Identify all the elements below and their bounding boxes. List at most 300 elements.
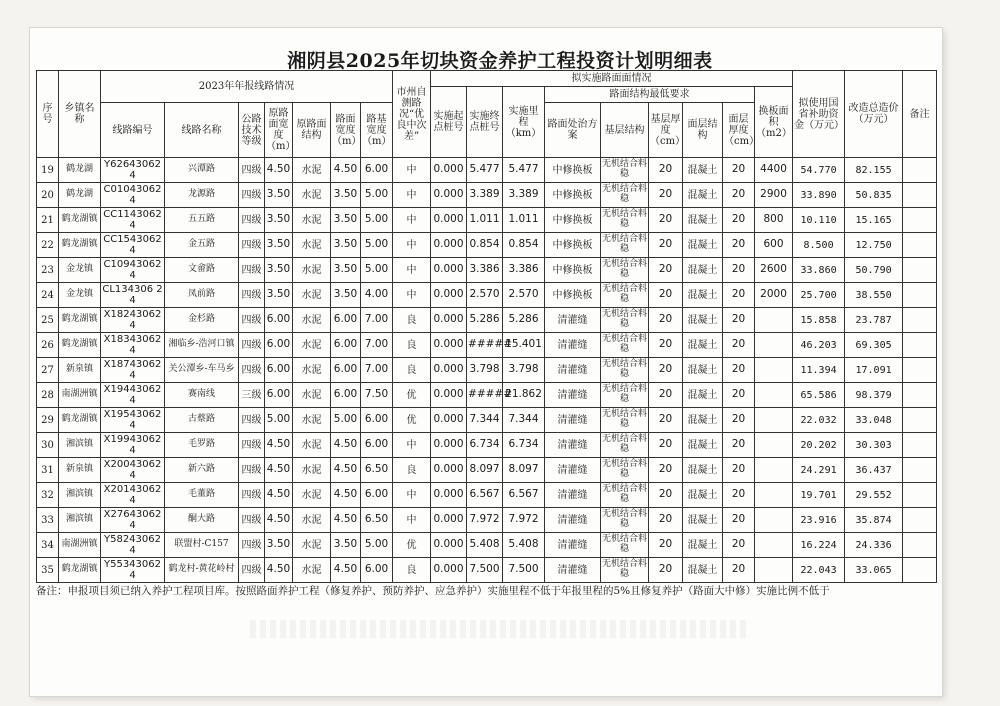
cell-end: ##### — [467, 383, 503, 408]
cell-base: 无机结合料稳 — [601, 508, 649, 533]
cell-eval: 优 — [393, 383, 431, 408]
cell-base: 无机结合料稳 — [601, 308, 649, 333]
cell-bw: 7.50 — [361, 383, 393, 408]
cell-remark — [903, 258, 937, 283]
cell-code: X194430624 — [101, 383, 165, 408]
cell-len: 5.477 — [503, 158, 545, 183]
cell-st: 20 — [723, 533, 755, 558]
cell-town: 金龙镇 — [59, 258, 101, 283]
cell-eval: 良 — [393, 308, 431, 333]
cell-pw: 4.50 — [331, 458, 361, 483]
cell-cost: 38.550 — [845, 283, 903, 308]
cell-surf: 混凝土 — [683, 233, 723, 258]
cell-start: 0.000 — [431, 508, 467, 533]
cell-ow: 6.00 — [265, 383, 293, 408]
cell-cost: 69.305 — [845, 333, 903, 358]
cell-plan: 中修换板 — [545, 208, 601, 233]
cell-bt: 20 — [649, 558, 683, 583]
cell-seq: 21 — [37, 208, 59, 233]
cell-bw: 6.50 — [361, 508, 393, 533]
cell-town: 新泉镇 — [59, 358, 101, 383]
cell-st: 20 — [723, 458, 755, 483]
cell-st: 20 — [723, 383, 755, 408]
cell-seq: 25 — [37, 308, 59, 333]
cell-grade: 四级 — [239, 533, 265, 558]
cell-st: 20 — [723, 483, 755, 508]
cell-fund: 25.700 — [793, 283, 845, 308]
cell-os: 水泥 — [293, 358, 331, 383]
cell-ow: 3.50 — [265, 283, 293, 308]
cell-start: 0.000 — [431, 308, 467, 333]
cell-pw: 4.50 — [331, 158, 361, 183]
cell-remark — [903, 483, 937, 508]
cell-town: 鹤龙湖镇 — [59, 233, 101, 258]
cell-start: 0.000 — [431, 433, 467, 458]
col-road-eval: 市州自测路况“优良中次差” — [393, 71, 431, 158]
cell-eval: 良 — [393, 333, 431, 358]
cell-bw: 4.00 — [361, 283, 393, 308]
cell-area — [755, 358, 793, 383]
cell-pw: 5.00 — [331, 408, 361, 433]
cell-cost: 50.835 — [845, 183, 903, 208]
cell-eval: 中 — [393, 258, 431, 283]
cell-ow: 3.50 — [265, 533, 293, 558]
cell-surf: 混凝土 — [683, 183, 723, 208]
cell-name: 赛南线 — [165, 383, 239, 408]
col-surf-thick: 面层厚度（cm） — [723, 103, 755, 158]
cell-end: 8.097 — [467, 458, 503, 483]
cell-len: 3.389 — [503, 183, 545, 208]
cell-eval: 优 — [393, 408, 431, 433]
cell-area — [755, 333, 793, 358]
col-pave-width: 路面宽度（m） — [331, 103, 361, 158]
cell-eval: 中 — [393, 233, 431, 258]
cell-end: 5.286 — [467, 308, 503, 333]
cell-surf: 混凝土 — [683, 158, 723, 183]
cell-area: 4400 — [755, 158, 793, 183]
cell-seq: 27 — [37, 358, 59, 383]
cell-code: X183430624 — [101, 333, 165, 358]
col-base-thick: 基层厚度（cm） — [649, 103, 683, 158]
cell-seq: 34 — [37, 533, 59, 558]
cell-area — [755, 508, 793, 533]
col-orig-width: 原路面宽度（m） — [265, 103, 293, 158]
cell-plan: 清灌缝 — [545, 408, 601, 433]
table-row — [37, 558, 937, 583]
cell-area — [755, 458, 793, 483]
cell-plan: 清灌缝 — [545, 333, 601, 358]
cell-code: Y626430624 — [101, 158, 165, 183]
cell-base: 无机结合料稳 — [601, 358, 649, 383]
table-row — [37, 308, 937, 333]
cell-town: 湘滨镇 — [59, 483, 101, 508]
cell-st: 20 — [723, 508, 755, 533]
cell-cost: 82.155 — [845, 158, 903, 183]
cell-os: 水泥 — [293, 458, 331, 483]
cell-eval: 中 — [393, 433, 431, 458]
cell-end: 7.500 — [467, 558, 503, 583]
cell-name: 凤前路 — [165, 283, 239, 308]
cell-remark — [903, 408, 937, 433]
cell-grade: 四级 — [239, 558, 265, 583]
cell-area — [755, 383, 793, 408]
cell-town: 金龙镇 — [59, 283, 101, 308]
cell-seq: 28 — [37, 383, 59, 408]
col-subsidy: 拟使用国省补助资金（万元） — [793, 71, 845, 158]
cell-grade: 四级 — [239, 433, 265, 458]
cell-end: 3.386 — [467, 258, 503, 283]
cell-bt: 20 — [649, 233, 683, 258]
cell-start: 0.000 — [431, 558, 467, 583]
cell-town: 南湖洲镇 — [59, 383, 101, 408]
cell-ow: 4.50 — [265, 158, 293, 183]
cell-plan: 中修换板 — [545, 258, 601, 283]
cell-name: 酮大路 — [165, 508, 239, 533]
cell-name: 联盟村-C157 — [165, 533, 239, 558]
cell-eval: 良 — [393, 558, 431, 583]
cell-st: 20 — [723, 358, 755, 383]
cell-name: 新六路 — [165, 458, 239, 483]
cell-os: 水泥 — [293, 308, 331, 333]
col-cost: 改造总造价（万元） — [845, 71, 903, 158]
cell-bt: 20 — [649, 333, 683, 358]
cell-eval: 中 — [393, 483, 431, 508]
cell-plan: 中修换板 — [545, 283, 601, 308]
cell-start: 0.000 — [431, 333, 467, 358]
cell-end: 5.477 — [467, 158, 503, 183]
cell-len: 2.570 — [503, 283, 545, 308]
col-tech-grade: 公路技术等级 — [239, 103, 265, 158]
cell-ow: 3.50 — [265, 233, 293, 258]
cell-bw: 5.00 — [361, 258, 393, 283]
cell-ow: 4.50 — [265, 483, 293, 508]
cell-area — [755, 408, 793, 433]
cell-len: 6.734 — [503, 433, 545, 458]
cell-len: 1.011 — [503, 208, 545, 233]
cell-os: 水泥 — [293, 183, 331, 208]
cell-remark — [903, 158, 937, 183]
cell-start: 0.000 — [431, 283, 467, 308]
cell-bw: 5.00 — [361, 183, 393, 208]
cell-name: 毛罗路 — [165, 433, 239, 458]
cell-base: 无机结合料稳 — [601, 458, 649, 483]
cell-area: 800 — [755, 208, 793, 233]
cell-base: 无机结合料稳 — [601, 483, 649, 508]
cell-remark — [903, 208, 937, 233]
cell-town: 鹤龙湖镇 — [59, 558, 101, 583]
cell-code: X195430624 — [101, 408, 165, 433]
cell-seq: 32 — [37, 483, 59, 508]
cell-pw: 4.50 — [331, 483, 361, 508]
cell-town: 南湖洲镇 — [59, 533, 101, 558]
cell-name: 湘临乡-浩河口镇 — [165, 333, 239, 358]
cell-cost: 33.048 — [845, 408, 903, 433]
cell-fund: 33.890 — [793, 183, 845, 208]
cell-fund: 23.916 — [793, 508, 845, 533]
cell-bt: 20 — [649, 258, 683, 283]
cell-name: 文畲路 — [165, 258, 239, 283]
cell-st: 20 — [723, 558, 755, 583]
col-treatment: 路面处治方案 — [545, 103, 601, 158]
cell-bw: 7.00 — [361, 308, 393, 333]
table-row — [37, 483, 937, 508]
cell-os: 水泥 — [293, 383, 331, 408]
cell-plan: 清灌缝 — [545, 433, 601, 458]
cell-surf: 混凝土 — [683, 408, 723, 433]
cell-len: 3.386 — [503, 258, 545, 283]
cell-bt: 20 — [649, 158, 683, 183]
cell-cost: 12.750 — [845, 233, 903, 258]
cell-bw: 7.00 — [361, 333, 393, 358]
cell-plan: 中修换板 — [545, 158, 601, 183]
cell-start: 0.000 — [431, 458, 467, 483]
cell-plan: 清灌缝 — [545, 358, 601, 383]
cell-area — [755, 483, 793, 508]
table-row — [37, 383, 937, 408]
cell-ow: 4.50 — [265, 458, 293, 483]
cell-grade: 四级 — [239, 258, 265, 283]
cell-len: 7.500 — [503, 558, 545, 583]
cell-bt: 20 — [649, 308, 683, 333]
cell-seq: 30 — [37, 433, 59, 458]
col-length-km: 实施里程（km） — [503, 87, 545, 158]
cell-remark — [903, 508, 937, 533]
col-base-width: 路基宽度（m） — [361, 103, 393, 158]
cell-code: X201430624 — [101, 483, 165, 508]
cell-cost: 15.165 — [845, 208, 903, 233]
cell-pw: 3.50 — [331, 258, 361, 283]
cell-code: X199430624 — [101, 433, 165, 458]
cell-st: 20 — [723, 333, 755, 358]
cell-start: 0.000 — [431, 358, 467, 383]
col-seq: 序号 — [37, 71, 59, 158]
cell-cost: 35.874 — [845, 508, 903, 533]
cell-bw: 5.00 — [361, 208, 393, 233]
cell-name: 金五路 — [165, 233, 239, 258]
cell-len: 0.854 — [503, 233, 545, 258]
cell-bw: 6.00 — [361, 483, 393, 508]
document-title: 湘阴县2025年切块资金养护工程投资计划明细表 — [287, 50, 713, 72]
cell-town: 新泉镇 — [59, 458, 101, 483]
cell-os: 水泥 — [293, 258, 331, 283]
cell-cost: 29.552 — [845, 483, 903, 508]
cell-grade: 四级 — [239, 333, 265, 358]
cell-surf: 混凝土 — [683, 358, 723, 383]
cell-start: 0.000 — [431, 208, 467, 233]
cell-seq: 31 — [37, 458, 59, 483]
cell-surf: 混凝土 — [683, 283, 723, 308]
cell-code: CC1143062 4 — [101, 208, 165, 233]
cell-plan: 清灌缝 — [545, 483, 601, 508]
cell-grade: 四级 — [239, 458, 265, 483]
cell-eval: 良 — [393, 358, 431, 383]
cell-end: 3.389 — [467, 183, 503, 208]
cell-fund: 22.032 — [793, 408, 845, 433]
cell-pw: 3.50 — [331, 208, 361, 233]
cell-pw: 6.00 — [331, 383, 361, 408]
table-row — [37, 183, 937, 208]
table-row — [37, 283, 937, 308]
cell-seq: 23 — [37, 258, 59, 283]
cell-surf: 混凝土 — [683, 208, 723, 233]
cell-base: 无机结合料稳 — [601, 383, 649, 408]
cell-remark — [903, 183, 937, 208]
cell-end: 7.972 — [467, 508, 503, 533]
cell-name: 五五路 — [165, 208, 239, 233]
cell-cost: 23.787 — [845, 308, 903, 333]
cell-pw: 4.50 — [331, 508, 361, 533]
group-2023-report: 2023年年报线路情况 — [101, 71, 393, 103]
cell-fund: 46.203 — [793, 333, 845, 358]
cell-ow: 5.00 — [265, 408, 293, 433]
cell-remark — [903, 433, 937, 458]
cell-surf: 混凝土 — [683, 458, 723, 483]
table-row — [37, 458, 937, 483]
footnote: 备注：申报项目须已纳入养护工程项目库。按照路面养护工程（修复养护、预防养护、应急养护）实施里程不低于年报里程的5%且修复养护（路面大中修）实施比例不低于 — [36, 585, 830, 597]
cell-fund: 54.770 — [793, 158, 845, 183]
cell-surf: 混凝土 — [683, 508, 723, 533]
table-row — [37, 333, 937, 358]
cell-base: 无机结合料稳 — [601, 283, 649, 308]
cell-area: 2900 — [755, 183, 793, 208]
cell-base: 无机结合料稳 — [601, 183, 649, 208]
cell-name: 金杉路 — [165, 308, 239, 333]
cell-st: 20 — [723, 408, 755, 433]
cell-os: 水泥 — [293, 508, 331, 533]
cell-os: 水泥 — [293, 558, 331, 583]
group-struct: 路面结构最低要求 — [545, 87, 755, 103]
cell-pw: 4.50 — [331, 558, 361, 583]
cell-cost: 30.303 — [845, 433, 903, 458]
table-header — [37, 71, 937, 158]
faint-scan-artifact — [250, 620, 750, 638]
cell-os: 水泥 — [293, 233, 331, 258]
cell-st: 20 — [723, 258, 755, 283]
table-row — [37, 208, 937, 233]
table-row — [37, 533, 937, 558]
cell-os: 水泥 — [293, 533, 331, 558]
cell-seq: 26 — [37, 333, 59, 358]
cell-end: 5.408 — [467, 533, 503, 558]
cell-code: X276430624 — [101, 508, 165, 533]
cell-end: 6.567 — [467, 483, 503, 508]
col-route-code: 线路编号 — [101, 103, 165, 158]
cell-end: 6.734 — [467, 433, 503, 458]
cell-base: 无机结合料稳 — [601, 233, 649, 258]
cell-eval: 中 — [393, 158, 431, 183]
cell-cost: 33.065 — [845, 558, 903, 583]
cell-bt: 20 — [649, 433, 683, 458]
col-orig-struct: 原路面结构 — [293, 103, 331, 158]
cell-grade: 三级 — [239, 383, 265, 408]
cell-name: 毛董路 — [165, 483, 239, 508]
cell-remark — [903, 533, 937, 558]
cell-remark — [903, 283, 937, 308]
table-row — [37, 258, 937, 283]
cell-area — [755, 308, 793, 333]
cell-bt: 20 — [649, 358, 683, 383]
col-base-struct: 基层结构 — [601, 103, 649, 158]
cell-plan: 清灌缝 — [545, 508, 601, 533]
cell-surf: 混凝土 — [683, 433, 723, 458]
cell-len: 7.972 — [503, 508, 545, 533]
cell-pw: 6.00 — [331, 308, 361, 333]
cell-base: 无机结合料稳 — [601, 433, 649, 458]
cell-bw: 7.00 — [361, 358, 393, 383]
cell-len: 5.286 — [503, 308, 545, 333]
cell-st: 20 — [723, 308, 755, 333]
cell-eval: 中 — [393, 208, 431, 233]
cell-code: X182430624 — [101, 308, 165, 333]
cell-bw: 6.00 — [361, 433, 393, 458]
cell-code: C010430624 — [101, 183, 165, 208]
cell-grade: 四级 — [239, 308, 265, 333]
cell-os: 水泥 — [293, 333, 331, 358]
cell-grade: 四级 — [239, 208, 265, 233]
cell-os: 水泥 — [293, 283, 331, 308]
cell-plan: 清灌缝 — [545, 383, 601, 408]
table-row — [37, 508, 937, 533]
cell-name: 鹤龙村-黄花岭村 — [165, 558, 239, 583]
cell-ow: 6.00 — [265, 333, 293, 358]
table-row — [37, 158, 937, 183]
cell-seq: 29 — [37, 408, 59, 433]
cell-area: 2600 — [755, 258, 793, 283]
cell-pw: 6.00 — [331, 333, 361, 358]
cell-eval: 中 — [393, 283, 431, 308]
cell-surf: 混凝土 — [683, 308, 723, 333]
cell-cost: 98.379 — [845, 383, 903, 408]
cell-start: 0.000 — [431, 233, 467, 258]
cell-ow: 3.50 — [265, 183, 293, 208]
cell-town: 鹤龙湖 — [59, 183, 101, 208]
cell-ow: 4.50 — [265, 508, 293, 533]
cell-st: 20 — [723, 183, 755, 208]
cell-remark — [903, 458, 937, 483]
cell-bw: 6.00 — [361, 408, 393, 433]
cell-os: 水泥 — [293, 408, 331, 433]
cell-cost: 50.790 — [845, 258, 903, 283]
cell-base: 无机结合料稳 — [601, 558, 649, 583]
cell-remark — [903, 383, 937, 408]
cell-os: 水泥 — [293, 433, 331, 458]
cell-bt: 20 — [649, 183, 683, 208]
cell-area — [755, 433, 793, 458]
col-end-km: 实施终点桩号 — [467, 87, 503, 158]
cell-len: 3.798 — [503, 358, 545, 383]
cell-ow: 6.00 — [265, 358, 293, 383]
cell-pw: 3.50 — [331, 283, 361, 308]
cell-start: 0.000 — [431, 158, 467, 183]
cell-cost: 17.091 — [845, 358, 903, 383]
cell-fund: 11.394 — [793, 358, 845, 383]
table-row — [37, 233, 937, 258]
cell-seq: 35 — [37, 558, 59, 583]
cell-eval: 中 — [393, 508, 431, 533]
cell-code: CC1543062 4 — [101, 233, 165, 258]
cell-surf: 混凝土 — [683, 383, 723, 408]
cell-bw: 6.00 — [361, 558, 393, 583]
cell-st: 20 — [723, 433, 755, 458]
cell-end: 1.011 — [467, 208, 503, 233]
cell-name: 古蔡路 — [165, 408, 239, 433]
col-route-name: 线路名称 — [165, 103, 239, 158]
cell-len: 21.862 — [503, 383, 545, 408]
cell-fund: 10.110 — [793, 208, 845, 233]
cell-seq: 22 — [37, 233, 59, 258]
investment-plan-table — [36, 70, 937, 583]
cell-len: 6.567 — [503, 483, 545, 508]
